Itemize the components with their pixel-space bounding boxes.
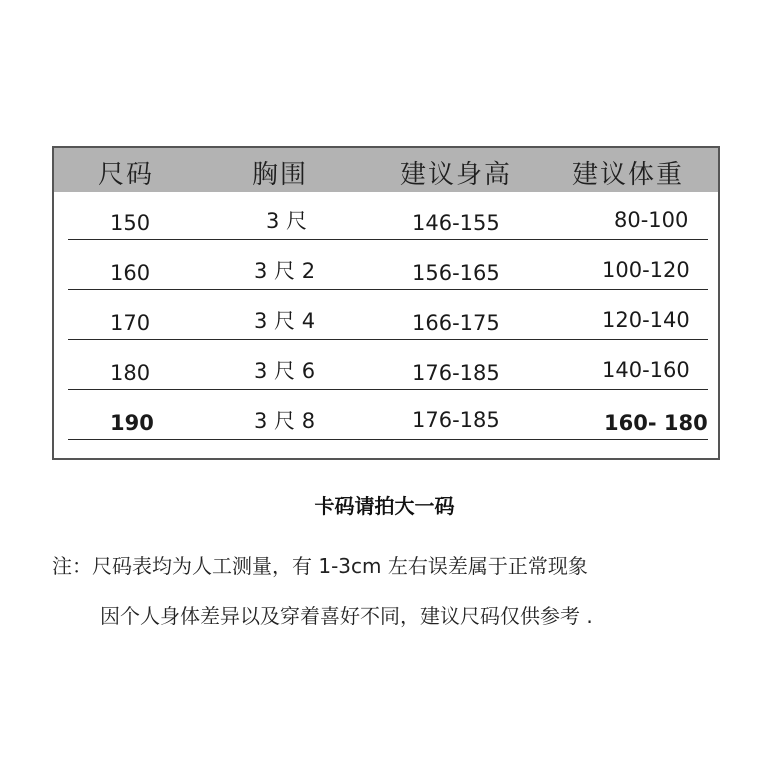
table-row xyxy=(68,200,708,240)
cell-weight: 100-120 xyxy=(602,258,690,282)
cell-chest: 3 尺 8 xyxy=(254,409,316,433)
cell-weight: 140-160 xyxy=(602,358,690,382)
header-weight: 建议体重 xyxy=(572,160,685,190)
row-divider xyxy=(68,439,708,441)
table-row xyxy=(68,350,708,390)
header-chest: 胸围 xyxy=(252,160,309,190)
cell-size: 170 xyxy=(110,311,151,335)
row-divider xyxy=(68,389,708,391)
cell-chest: 3 尺 6 xyxy=(254,359,316,383)
row-divider xyxy=(68,289,708,291)
header-size: 尺码 xyxy=(98,160,155,190)
cell-weight: 160- 180 xyxy=(604,411,708,435)
cell-size: 180 xyxy=(110,361,151,385)
measurement-note: 注：尺码表均为人工测量，有 1-3cm 左右误差属于正常现象 xyxy=(52,554,588,578)
cell-size: 160 xyxy=(110,261,151,285)
row-divider xyxy=(68,239,708,241)
cell-height: 176-185 xyxy=(412,408,500,432)
row-divider xyxy=(68,339,708,341)
cell-weight: 80-100 xyxy=(614,208,689,232)
cell-chest: 3 尺 2 xyxy=(254,259,316,283)
cell-chest: 3 尺 4 xyxy=(254,309,316,333)
cell-height: 176-185 xyxy=(412,361,500,385)
cell-size: 150 xyxy=(110,211,151,235)
cell-height: 156-165 xyxy=(412,261,500,285)
table-row xyxy=(68,400,708,440)
cell-height: 166-175 xyxy=(412,311,500,335)
table-row xyxy=(68,300,708,340)
table-row xyxy=(68,250,708,290)
size-up-note: 卡码请拍大一码 xyxy=(314,494,455,518)
reference-note: 因个人身体差异以及穿着喜好不同，建议尺码仅供参考 . xyxy=(100,604,593,628)
cell-height: 146-155 xyxy=(412,211,500,235)
table-header xyxy=(54,148,718,192)
cell-chest: 3 尺 xyxy=(266,209,308,233)
header-height: 建议身高 xyxy=(400,160,513,190)
cell-size: 190 xyxy=(110,411,154,435)
size-table xyxy=(52,146,720,460)
cell-weight: 120-140 xyxy=(602,308,690,332)
